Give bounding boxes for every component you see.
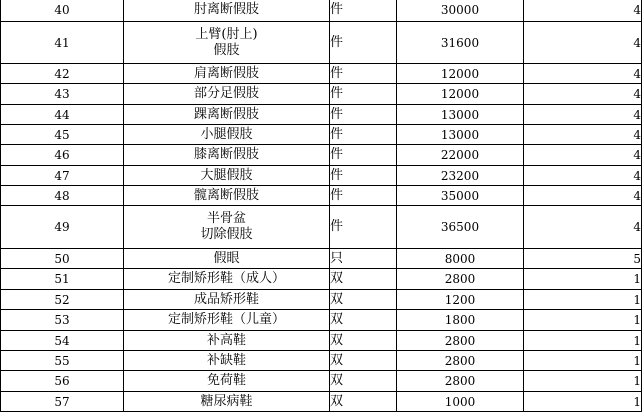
table-row <box>1 290 642 310</box>
service-years-cell: 4 <box>524 206 642 249</box>
table-row <box>1 22 642 64</box>
price-cell: 1200 <box>397 290 524 310</box>
item-name-line: 定制矫形鞋（儿童） <box>167 312 285 327</box>
table-row <box>1 331 642 351</box>
item-name-cell <box>124 186 330 206</box>
item-name-line: 髋离断假肢 <box>193 187 259 203</box>
item-name-cell <box>124 0 330 22</box>
unit-cell: 件 <box>330 64 397 84</box>
item-name-line: 切除假肢 <box>200 227 253 242</box>
row-number-cell: 53 <box>1 310 124 331</box>
row-number-cell: 55 <box>1 351 124 371</box>
item-name-line: 半骨盆 <box>206 211 246 226</box>
unit-cell: 件 <box>330 186 397 206</box>
table-row <box>1 371 642 392</box>
row-number-cell: 50 <box>1 249 124 269</box>
item-name-cell <box>124 351 330 371</box>
price-cell: 22000 <box>397 145 524 166</box>
table-row <box>1 105 642 125</box>
row-number-cell: 57 <box>1 392 124 412</box>
row-number-cell: 42 <box>1 64 124 84</box>
item-name-cell <box>124 105 330 125</box>
item-name-cell <box>124 125 330 145</box>
row-number-cell: 41 <box>1 22 124 64</box>
table-row <box>1 351 642 371</box>
unit-cell: 双 <box>330 310 397 331</box>
item-name-line: 肘离断假肢 <box>193 2 259 17</box>
table-row <box>1 186 642 206</box>
item-name-line: 成品矫形鞋 <box>193 291 259 307</box>
service-years-cell: 1 <box>524 310 642 331</box>
item-name-line: 定制矫形鞋（成人） <box>167 271 285 286</box>
item-name-line: 大腿假肢 <box>200 167 253 183</box>
unit-cell: 双 <box>330 392 397 412</box>
row-number-cell: 46 <box>1 145 124 166</box>
table-row <box>1 64 642 84</box>
item-name-line: 补高鞋 <box>206 332 246 348</box>
item-name-cell <box>124 392 330 412</box>
unit-cell: 件 <box>330 84 397 105</box>
unit-cell: 件 <box>330 166 397 186</box>
service-years-cell: 5 <box>524 249 642 269</box>
price-cell: 13000 <box>397 105 524 125</box>
row-number-cell: 49 <box>1 206 124 249</box>
service-years-cell: 1 <box>524 331 642 351</box>
price-cell: 12000 <box>397 84 524 105</box>
unit-cell: 双 <box>330 269 397 290</box>
item-name-cell <box>124 206 330 249</box>
item-name-cell <box>124 331 330 351</box>
row-number-cell: 40 <box>1 0 124 22</box>
unit-cell: 件 <box>330 105 397 125</box>
item-name-line: 小腿假肢 <box>200 126 253 142</box>
row-number-cell: 52 <box>1 290 124 310</box>
item-name-cell <box>124 64 330 84</box>
table-row <box>1 310 642 331</box>
table-row <box>1 125 642 145</box>
item-name-cell <box>124 166 330 186</box>
row-number-cell: 54 <box>1 331 124 351</box>
item-name-line: 肩离断假肢 <box>193 65 259 81</box>
table-body <box>1 0 642 412</box>
price-cell: 30000 <box>397 0 524 22</box>
item-name-cell <box>124 145 330 166</box>
item-name-line: 上臂(肘上) <box>195 26 258 42</box>
service-years-cell: 4 <box>524 125 642 145</box>
item-name-cell <box>124 84 330 105</box>
row-number-cell: 56 <box>1 371 124 392</box>
table-row <box>1 392 642 412</box>
service-years-cell: 4 <box>524 22 642 64</box>
service-years-cell: 1 <box>524 392 642 412</box>
price-cell: 2800 <box>397 331 524 351</box>
table-row <box>1 206 642 249</box>
item-name-line: 假眼 <box>213 250 240 266</box>
item-name-line: 假肢 <box>213 42 240 58</box>
price-cell: 2800 <box>397 351 524 371</box>
unit-cell: 件 <box>330 0 397 22</box>
table-row <box>1 84 642 105</box>
row-number-cell: 51 <box>1 269 124 290</box>
item-name-cell <box>124 22 330 64</box>
row-number-cell: 45 <box>1 125 124 145</box>
service-years-cell: 4 <box>524 166 642 186</box>
service-years-cell: 4 <box>524 145 642 166</box>
service-years-cell: 1 <box>524 269 642 290</box>
service-years-cell: 4 <box>524 0 642 22</box>
table-row <box>1 0 642 22</box>
unit-cell: 件 <box>330 145 397 166</box>
item-name-line: 糖尿病鞋 <box>200 393 253 409</box>
item-name-cell <box>124 290 330 310</box>
table-row <box>1 249 642 269</box>
service-years-cell: 1 <box>524 290 642 310</box>
service-years-cell: 4 <box>524 84 642 105</box>
price-cell: 13000 <box>397 125 524 145</box>
unit-cell: 件 <box>330 125 397 145</box>
unit-cell: 双 <box>330 331 397 351</box>
item-name-line: 膝离断假肢 <box>193 147 259 162</box>
row-number-cell: 47 <box>1 166 124 186</box>
item-name-line: 部分足假肢 <box>193 86 259 101</box>
unit-cell: 双 <box>330 371 397 392</box>
service-years-cell: 1 <box>524 371 642 392</box>
price-cell: 36500 <box>397 206 524 249</box>
price-cell: 2800 <box>397 371 524 392</box>
price-cell: 35000 <box>397 186 524 206</box>
item-name-line: 踝离断假肢 <box>193 106 259 122</box>
table-row <box>1 145 642 166</box>
price-cell: 8000 <box>397 249 524 269</box>
price-cell: 1000 <box>397 392 524 412</box>
unit-cell: 双 <box>330 290 397 310</box>
item-name-cell <box>124 269 330 290</box>
item-name-cell <box>124 310 330 331</box>
row-number-cell: 43 <box>1 84 124 105</box>
unit-cell: 双 <box>330 351 397 371</box>
price-cell: 12000 <box>397 64 524 84</box>
unit-cell: 只 <box>330 249 397 269</box>
price-cell: 1800 <box>397 310 524 331</box>
unit-cell: 件 <box>330 206 397 249</box>
item-name-cell <box>124 249 330 269</box>
item-name-line: 补缺鞋 <box>206 352 246 368</box>
table-row <box>1 166 642 186</box>
table-row <box>1 269 642 290</box>
row-number-cell: 44 <box>1 105 124 125</box>
price-cell: 31600 <box>397 22 524 64</box>
price-cell: 2800 <box>397 269 524 290</box>
service-years-cell: 4 <box>524 105 642 125</box>
unit-cell: 件 <box>330 22 397 64</box>
service-years-cell: 4 <box>524 186 642 206</box>
item-name-cell <box>124 371 330 392</box>
row-number-cell: 48 <box>1 186 124 206</box>
service-years-cell: 1 <box>524 351 642 371</box>
service-years-cell: 4 <box>524 64 642 84</box>
price-cell: 23200 <box>397 166 524 186</box>
item-name-line: 免荷鞋 <box>206 373 246 388</box>
